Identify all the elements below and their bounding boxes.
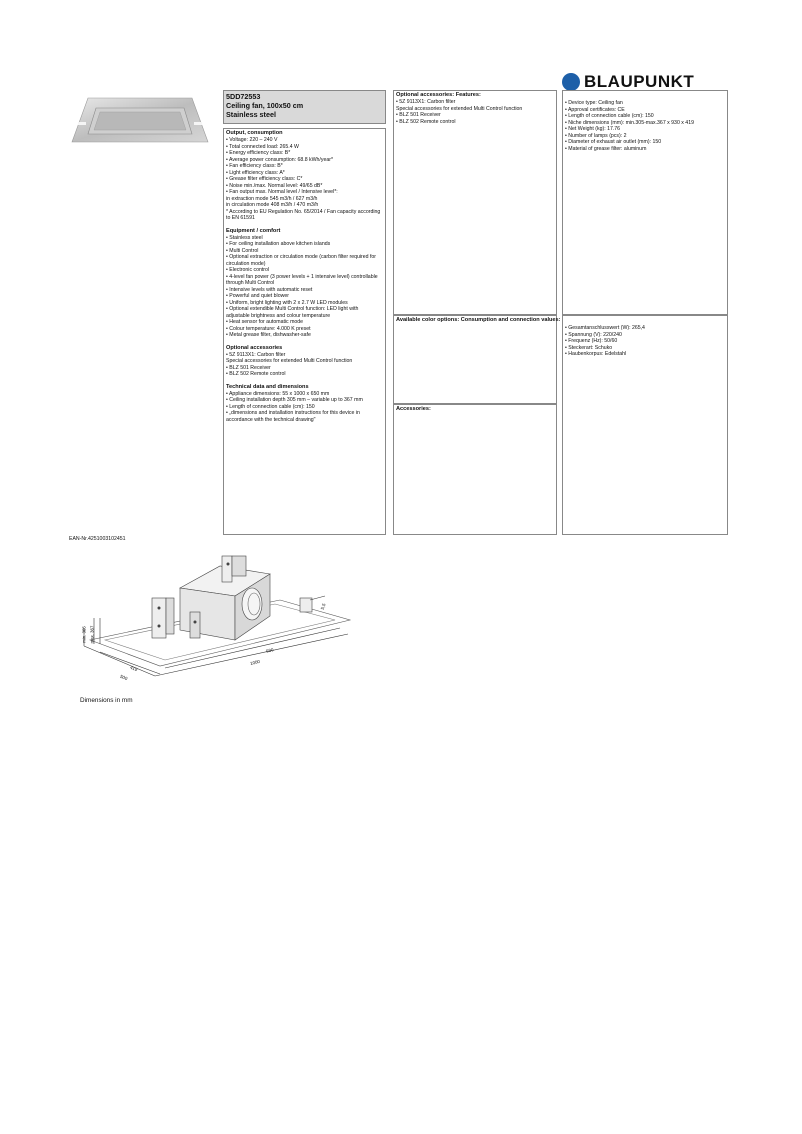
list-item: • Diameter of exhaust air outlet (mm): 150 — [565, 139, 662, 145]
product-image — [70, 92, 210, 148]
features-box — [393, 90, 557, 315]
accessories-box — [393, 404, 557, 535]
list-item: • Stainless steel — [226, 234, 263, 241]
list-item: • Steckerart: Schuko — [565, 344, 613, 351]
connection-values-list — [565, 325, 725, 358]
dim-419: 419 — [129, 664, 139, 673]
list-item: • BLZ 502 Remote control — [226, 371, 286, 377]
technical-drawing — [70, 548, 370, 703]
list-item: • For ceiling installation above kitchen islands — [226, 241, 331, 247]
list-item: • Frequenz (Hz): 50/60 — [565, 338, 618, 344]
optional-header: Optional accessories — [226, 344, 283, 351]
connection-values-box — [562, 315, 728, 535]
drawing-caption: Dimensions in mm — [80, 697, 133, 704]
device-spec-box — [562, 90, 728, 315]
dim-1000: 1000 — [249, 658, 261, 667]
output-list — [226, 137, 383, 222]
ean-number: EAN-Nr.4251003102451 — [69, 536, 126, 542]
product-name: Ceiling fan, 100x50 cm — [226, 101, 304, 110]
tech-header: Technical data and dimensions — [226, 383, 309, 390]
output-header: Output, consumption — [226, 130, 283, 136]
list-item: Special accessories for extended Multi Control function — [396, 105, 523, 112]
list-item: • Device type: Ceiling fan — [565, 100, 623, 106]
brand-logo-icon — [562, 73, 580, 91]
dim-max: max. 367 — [89, 625, 95, 644]
list-item: • Voltage: 220 – 240 V — [226, 137, 278, 143]
list-item: • Approval certificates: CE — [565, 106, 625, 113]
optional-list — [226, 352, 383, 378]
dim-5-5: 5,5 — [319, 602, 327, 611]
list-item: • Average power consumption: 68.8 kWh/year* — [226, 156, 333, 163]
list-item: • Metal grease filter, dishwasher-safe — [226, 332, 311, 338]
product-model: 5DD72553 — [226, 92, 261, 101]
list-item: • Energy efficiency class: B* — [226, 150, 291, 156]
list-item: • Uniform, bright lighting with 2 x 2.7 W LED modules — [226, 299, 348, 306]
brand-logo-text: BLAUPUNKT — [584, 72, 695, 91]
dim-930: 930 — [265, 647, 275, 654]
list-item: • Optional extraction or circulation mode (carbon filter required for circulation mode) — [226, 254, 377, 267]
list-item: • Ceiling installation depth 305 mm – variable up to 367 mm — [226, 397, 363, 403]
list-item: • 4-level fan power (3 power levels + 1 intensive level) controllable through Multi Control — [226, 273, 378, 286]
list-item: • Material of grease filter: aluminum — [565, 145, 647, 152]
list-item: • Spannung (V): 220/240 — [565, 331, 622, 338]
list-item: • Noise min./max. Normal level: 49/65 dB* — [226, 182, 323, 189]
list-item: • Length of connection cable (cm): 150 — [565, 113, 654, 119]
accessories-header: Accessories: — [396, 406, 431, 412]
list-item: • Powerful and quiet blower — [226, 293, 289, 299]
dim-min: min. 305 — [81, 626, 87, 643]
list-item: • 5Z 9113X1: Carbon filter — [396, 99, 456, 105]
color-options-header: Available color options: Consumption and connection values: — [396, 317, 561, 323]
list-item: • „dimensions and installation instructions for this device in accordance with the technical drawing" — [226, 410, 360, 423]
list-item: • Net Weight (kg): 17.76 — [565, 126, 621, 132]
list-item: • Grease filter efficiency class: C* — [226, 176, 303, 182]
product-title-box — [223, 90, 386, 124]
list-item: in extraction mode 545 m3/h / 627 m3/h — [226, 195, 318, 202]
list-item: • 5Z 9113X1: Carbon filter — [226, 351, 286, 358]
list-item: • BLZ 501 Receiver — [226, 364, 271, 371]
tech-list — [226, 391, 383, 424]
list-item: • Fan efficiency class: B* — [226, 163, 283, 169]
list-item: • Electronic control — [226, 267, 270, 273]
list-item: • Heat sensor for automatic mode — [226, 319, 304, 325]
dim-500: 500 — [119, 673, 129, 682]
list-item: in circulation mode 408 m3/h / 470 m3/h — [226, 202, 319, 208]
list-item: • Intensive levels with automatic reset — [226, 286, 313, 293]
list-item: • Appliance dimensions: 55 x 1000 x 650 mm — [226, 390, 330, 397]
left-spec-box — [223, 128, 386, 535]
list-item: • Optional extendible Multi Control function: LED light with adjustable brightness and colour temperature — [226, 306, 359, 319]
color-options-box — [393, 315, 561, 404]
equipment-list — [226, 235, 383, 339]
list-item: • Gesamtanschlusswert (W): 265,4 — [565, 325, 645, 331]
equipment-header: Equipment / comfort — [226, 227, 281, 234]
list-item: • Multi Control — [226, 247, 259, 254]
list-item: • Colour temperature: 4.000 K preset — [226, 325, 311, 332]
list-item: Special accessories for extended Multi Control function — [226, 358, 353, 364]
device-spec-list — [565, 100, 725, 152]
list-item: • Light efficiency class: A* — [226, 169, 285, 176]
list-item: • Number of lamps (pcs): 2 — [565, 132, 627, 139]
list-item: • Niche dimensions (mm): min.305-max.367 x 930 x 419 — [565, 119, 694, 126]
list-item: • BLZ 502 Remote control — [396, 118, 456, 125]
features-header: Optional accessories: Features: — [396, 92, 481, 98]
list-item: • BLZ 501 Receiver — [396, 112, 441, 118]
list-item: * According to EU Regulation No. 65/2014 / Fan capacity according to EN 61591 — [226, 208, 381, 221]
list-item: • Fan output max. Normal level / Intensive level*: — [226, 189, 338, 195]
list-item: • Length of connection cable (cm): 150 — [226, 403, 315, 410]
features-list — [396, 99, 554, 125]
list-item: • Haubenkorpus: Edelstahl — [565, 351, 627, 357]
product-finish: Stainless steel — [226, 110, 276, 119]
list-item: • Total connected load: 265.4 W — [226, 143, 299, 150]
